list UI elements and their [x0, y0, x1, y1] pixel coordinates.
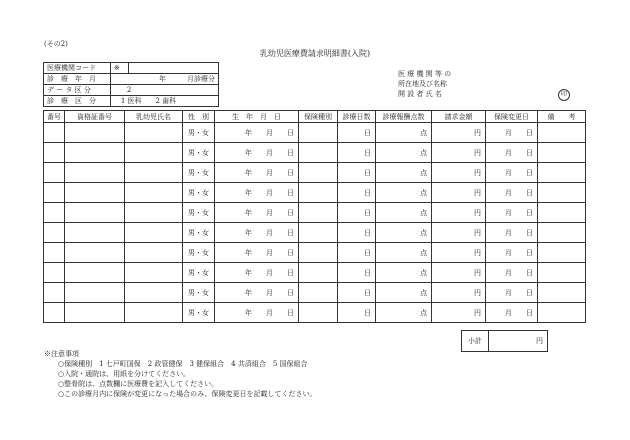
insurance-type-cell[interactable]: [299, 243, 338, 263]
note-item: ○整骨院は、点数欄に医療費を記入してください。: [58, 380, 219, 388]
points-cell[interactable]: 点: [376, 183, 432, 203]
change-date-cell[interactable]: 月 日: [486, 123, 538, 143]
name-cell[interactable]: [125, 123, 183, 143]
change-date-cell[interactable]: 月 日: [486, 183, 538, 203]
table-row: [44, 223, 586, 243]
name-cell[interactable]: [125, 223, 183, 243]
table-row: [44, 263, 586, 283]
name-cell[interactable]: [125, 283, 183, 303]
header-cell: 備 考: [538, 111, 586, 123]
name-cell[interactable]: [125, 203, 183, 223]
number-cell[interactable]: [44, 263, 65, 283]
points-cell[interactable]: 点: [376, 283, 432, 303]
days-cell[interactable]: 日: [338, 243, 376, 263]
number-cell[interactable]: [44, 223, 65, 243]
provider-line1: 医 療 機 関 等 の: [398, 70, 452, 78]
header-cell: 生 年 月 日: [215, 111, 299, 123]
notes-list: [58, 360, 317, 400]
table-row: [44, 303, 586, 323]
insurance-type-cell[interactable]: [299, 183, 338, 203]
remarks-cell[interactable]: [538, 183, 586, 203]
certificate-cell[interactable]: [65, 143, 125, 163]
certificate-cell[interactable]: [65, 183, 125, 203]
note-item: ○保険種別 1 七戸町国保 2 政管健保 3 健保組合 4 共済組合 5 国保組合: [58, 360, 308, 368]
seal-mark: 印: [558, 89, 570, 101]
number-cell[interactable]: [44, 123, 65, 143]
code-mark: ※: [110, 63, 128, 74]
change-date-cell[interactable]: 月 日: [486, 243, 538, 263]
month-label: 診 療 年 月: [44, 74, 111, 85]
certificate-cell[interactable]: [65, 243, 125, 263]
birthdate-cell[interactable]: 年 月 日: [215, 303, 299, 323]
remarks-cell[interactable]: [538, 303, 586, 323]
points-cell[interactable]: 点: [376, 243, 432, 263]
number-cell[interactable]: [44, 283, 65, 303]
change-date-cell[interactable]: 月 日: [486, 163, 538, 183]
days-cell[interactable]: 日: [338, 163, 376, 183]
certificate-cell[interactable]: [65, 303, 125, 323]
points-cell[interactable]: 点: [376, 223, 432, 243]
points-cell[interactable]: 点: [376, 163, 432, 183]
name-cell[interactable]: [125, 183, 183, 203]
birthdate-cell[interactable]: 年 月 日: [215, 143, 299, 163]
sex-cell[interactable]: 男・女: [183, 203, 215, 223]
points-cell[interactable]: 点: [376, 123, 432, 143]
amount-cell[interactable]: 円: [432, 203, 486, 223]
change-date-cell[interactable]: 月 日: [486, 223, 538, 243]
number-cell[interactable]: [44, 303, 65, 323]
number-cell[interactable]: [44, 183, 65, 203]
header-cell: 保険変更日: [486, 111, 538, 123]
notes-title: ※注意事項: [44, 350, 79, 358]
insurance-type-cell[interactable]: [299, 283, 338, 303]
table-row: [44, 163, 586, 183]
remarks-cell[interactable]: [538, 123, 586, 143]
days-cell[interactable]: 日: [338, 123, 376, 143]
remarks-cell[interactable]: [538, 163, 586, 183]
provider-line2: 所在地及び名称: [398, 80, 447, 88]
amount-cell[interactable]: 円: [432, 183, 486, 203]
subtotal-amount[interactable]: 円: [489, 331, 548, 352]
table-row: [44, 283, 586, 303]
header-cell: 保険種別: [299, 111, 338, 123]
days-cell[interactable]: 日: [338, 143, 376, 163]
birthdate-cell[interactable]: 年 月 日: [215, 223, 299, 243]
sex-cell[interactable]: 男・女: [183, 243, 215, 263]
header-cell: 番号: [44, 111, 65, 123]
header-cell: 資格証番号: [65, 111, 125, 123]
sex-cell[interactable]: 男・女: [183, 303, 215, 323]
shinryo-kubun-value[interactable]: 1 医科 2 歯科: [110, 96, 218, 107]
remarks-cell[interactable]: [538, 143, 586, 163]
sex-cell[interactable]: 男・女: [183, 223, 215, 243]
table-row: [44, 243, 586, 263]
remarks-cell[interactable]: [538, 263, 586, 283]
certificate-cell[interactable]: [65, 163, 125, 183]
table-row: [44, 203, 586, 223]
number-cell[interactable]: [44, 243, 65, 263]
code-field[interactable]: [129, 63, 219, 74]
claims-table: [43, 110, 586, 323]
amount-cell[interactable]: 円: [432, 163, 486, 183]
amount-cell[interactable]: 円: [432, 263, 486, 283]
birthdate-cell[interactable]: 年 月 日: [215, 203, 299, 223]
change-date-cell[interactable]: 月 日: [486, 283, 538, 303]
days-cell[interactable]: 日: [338, 183, 376, 203]
table-row: [44, 143, 586, 163]
subtotal-label: 小計: [462, 331, 489, 352]
header-cell: 請求金額: [432, 111, 486, 123]
certificate-cell[interactable]: [65, 283, 125, 303]
change-date-cell[interactable]: 月 日: [486, 303, 538, 323]
amount-cell[interactable]: 円: [432, 143, 486, 163]
change-date-cell[interactable]: 月 日: [486, 203, 538, 223]
insurance-type-cell[interactable]: [299, 223, 338, 243]
shinryo-kubun-label: 診 療 区 分: [44, 96, 111, 107]
change-date-cell[interactable]: 月 日: [486, 143, 538, 163]
header-cell: 診療報酬点数: [376, 111, 432, 123]
name-cell[interactable]: [125, 303, 183, 323]
name-cell[interactable]: [125, 243, 183, 263]
days-cell[interactable]: 日: [338, 283, 376, 303]
points-cell[interactable]: 点: [376, 143, 432, 163]
remarks-cell[interactable]: [538, 283, 586, 303]
table-row: [44, 183, 586, 203]
remarks-cell[interactable]: [538, 243, 586, 263]
sex-cell[interactable]: 男・女: [183, 123, 215, 143]
note-item: ○この診療月内に保険が変更になった場合のみ、保険変更日を記載してください。: [58, 390, 317, 398]
points-cell[interactable]: 点: [376, 303, 432, 323]
note-item: ○入院・通院は、用紙を分けてください。: [58, 370, 191, 378]
birthdate-cell[interactable]: 年 月 日: [215, 263, 299, 283]
header-cell: 性 別: [183, 111, 215, 123]
sex-cell[interactable]: 男・女: [183, 263, 215, 283]
birthdate-cell[interactable]: 年 月 日: [215, 163, 299, 183]
change-date-cell[interactable]: 月 日: [486, 263, 538, 283]
days-cell[interactable]: 日: [338, 263, 376, 283]
header-cell: 診療日数: [338, 111, 376, 123]
month-field[interactable]: 年 月診療分: [110, 74, 218, 85]
points-cell[interactable]: 点: [376, 203, 432, 223]
amount-cell[interactable]: 円: [432, 243, 486, 263]
data-kubun-value: 2: [110, 85, 218, 96]
insurance-type-cell[interactable]: [299, 263, 338, 283]
certificate-cell[interactable]: [65, 123, 125, 143]
points-cell[interactable]: 点: [376, 263, 432, 283]
number-cell[interactable]: [44, 203, 65, 223]
sex-cell[interactable]: 男・女: [183, 163, 215, 183]
insurance-type-cell[interactable]: [299, 123, 338, 143]
amount-cell[interactable]: 円: [432, 303, 486, 323]
subtotal-box: [461, 330, 548, 352]
amount-cell[interactable]: 円: [432, 123, 486, 143]
page-title: 乳幼児医療費請求明細書(入院): [259, 49, 371, 58]
name-cell[interactable]: [125, 143, 183, 163]
remarks-cell[interactable]: [538, 223, 586, 243]
amount-cell[interactable]: 円: [432, 283, 486, 303]
insurance-type-cell[interactable]: [299, 203, 338, 223]
header-cell: 乳幼児氏名: [125, 111, 183, 123]
provider-line3: 開 設 者 氏 名: [398, 90, 442, 98]
data-kubun-label: デ ー タ 区 分: [44, 85, 111, 96]
sex-cell[interactable]: 男・女: [183, 143, 215, 163]
insurance-type-cell[interactable]: [299, 303, 338, 323]
sex-cell[interactable]: 男・女: [183, 183, 215, 203]
certificate-cell[interactable]: [65, 263, 125, 283]
birthdate-cell[interactable]: 年 月 日: [215, 183, 299, 203]
info-table: [43, 62, 219, 107]
certificate-cell[interactable]: [65, 203, 125, 223]
number-cell[interactable]: [44, 163, 65, 183]
table-row: [44, 123, 586, 143]
sex-cell[interactable]: 男・女: [183, 283, 215, 303]
days-cell[interactable]: 日: [338, 203, 376, 223]
name-cell[interactable]: [125, 163, 183, 183]
days-cell[interactable]: 日: [338, 303, 376, 323]
insurance-type-cell[interactable]: [299, 143, 338, 163]
insurance-type-cell[interactable]: [299, 163, 338, 183]
days-cell[interactable]: 日: [338, 223, 376, 243]
code-label: 医療機関コード: [44, 63, 111, 74]
birthdate-cell[interactable]: 年 月 日: [215, 123, 299, 143]
name-cell[interactable]: [125, 263, 183, 283]
number-cell[interactable]: [44, 143, 65, 163]
remarks-cell[interactable]: [538, 203, 586, 223]
amount-cell[interactable]: 円: [432, 223, 486, 243]
certificate-cell[interactable]: [65, 223, 125, 243]
birthdate-cell[interactable]: 年 月 日: [215, 243, 299, 263]
table-header-row: [44, 111, 586, 123]
sheet-number: (その2): [44, 40, 68, 48]
birthdate-cell[interactable]: 年 月 日: [215, 283, 299, 303]
